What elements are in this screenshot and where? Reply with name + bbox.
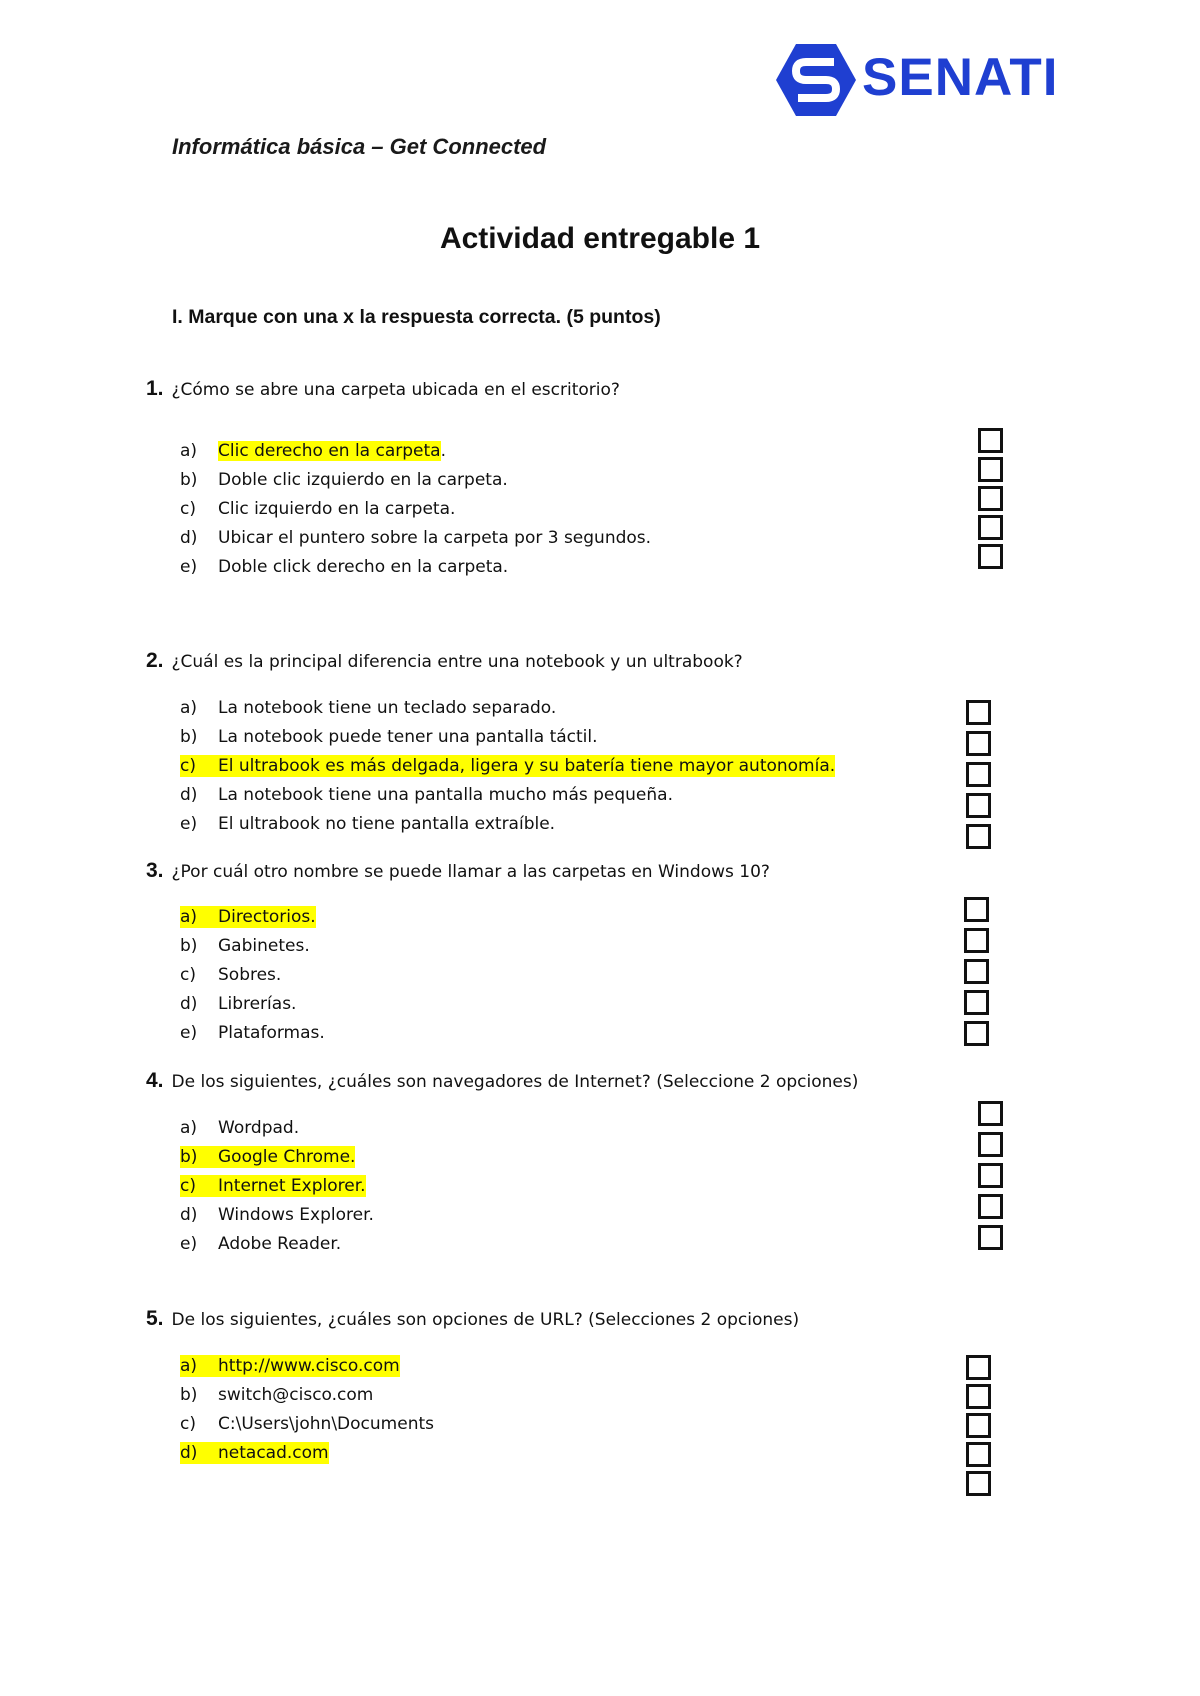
question-3-answer-boxes: [964, 897, 989, 1046]
option-label: e): [180, 557, 198, 577]
answer-checkbox[interactable]: [978, 1163, 1003, 1188]
option-c[interactable]: [180, 755, 835, 777]
question-number: 5.: [146, 1307, 164, 1330]
question-number: 3.: [146, 859, 164, 882]
answer-checkbox[interactable]: [978, 544, 1003, 569]
answer-checkbox[interactable]: [966, 1471, 991, 1496]
answer-checkbox[interactable]: [978, 428, 1003, 453]
question-number: 1.: [146, 377, 164, 400]
question-3: [146, 860, 770, 883]
option-text: Google Chrome.: [218, 1147, 356, 1167]
answer-checkbox[interactable]: [964, 928, 989, 953]
option-e[interactable]: [180, 1233, 374, 1255]
option-text: netacad.com: [218, 1443, 329, 1463]
option-e[interactable]: [180, 1022, 325, 1044]
option-c[interactable]: [180, 498, 651, 520]
option-label: e): [180, 814, 198, 834]
question-2-answer-boxes: [966, 700, 991, 849]
option-label: b): [180, 470, 198, 490]
question-5: [146, 1308, 799, 1331]
option-text: http://www.cisco.com: [218, 1356, 400, 1376]
answer-checkbox[interactable]: [966, 762, 991, 787]
option-label: c): [180, 756, 196, 776]
option-text: La notebook tiene un teclado separado.: [218, 698, 557, 718]
option-b[interactable]: [180, 726, 835, 748]
option-text: Gabinetes.: [218, 936, 310, 956]
question-text: De los siguientes, ¿cuáles son navegadores de Internet? (Seleccione 2 opciones): [171, 1072, 859, 1092]
option-label: e): [180, 1023, 198, 1043]
answer-checkbox[interactable]: [964, 1021, 989, 1046]
option-label: d): [180, 528, 198, 548]
option-e[interactable]: [180, 813, 835, 835]
answer-checkbox[interactable]: [966, 731, 991, 756]
option-b[interactable]: [180, 1384, 434, 1406]
answer-checkbox[interactable]: [964, 897, 989, 922]
answer-checkbox[interactable]: [978, 486, 1003, 511]
answer-checkbox[interactable]: [966, 1442, 991, 1467]
option-text: switch@cisco.com: [218, 1385, 374, 1405]
option-label: c): [180, 1176, 196, 1196]
option-label: a): [180, 1356, 198, 1376]
option-label: d): [180, 1443, 198, 1463]
option-d[interactable]: [180, 784, 835, 806]
option-text: Sobres.: [218, 965, 282, 985]
option-e[interactable]: [180, 556, 651, 578]
option-text: Windows Explorer.: [218, 1205, 374, 1225]
question-5-options: [180, 1355, 434, 1464]
answer-checkbox[interactable]: [966, 1413, 991, 1438]
option-text: C:\Users\john\Documents: [218, 1414, 434, 1434]
option-label: a): [180, 441, 198, 461]
option-text: Directorios.: [218, 907, 316, 927]
answer-checkbox[interactable]: [978, 1225, 1003, 1250]
answer-checkbox[interactable]: [978, 515, 1003, 540]
option-a[interactable]: [180, 906, 316, 928]
question-number: 2.: [146, 649, 164, 672]
option-label: a): [180, 1118, 198, 1138]
question-4-options: [180, 1117, 374, 1255]
question-text: ¿Cuál es la principal diferencia entre una notebook y un ultrabook?: [171, 652, 743, 672]
option-text: Clic derecho en la carpeta: [218, 441, 441, 461]
answer-checkbox[interactable]: [964, 990, 989, 1015]
option-text: El ultrabook no tiene pantalla extraíble.: [218, 814, 556, 834]
option-label: e): [180, 1234, 198, 1254]
option-c[interactable]: [180, 964, 325, 986]
question-2-options: [180, 697, 835, 835]
option-text: Librerías.: [218, 994, 297, 1014]
question-4-answer-boxes: [978, 1101, 1003, 1250]
question-number: 4.: [146, 1069, 164, 1092]
question-1-options: [180, 440, 651, 578]
question-1-answer-boxes: [978, 428, 1003, 569]
senati-logo: [776, 42, 1076, 118]
option-label: a): [180, 907, 198, 927]
answer-checkbox[interactable]: [978, 1132, 1003, 1157]
answer-checkbox[interactable]: [978, 1194, 1003, 1219]
option-b[interactable]: [180, 469, 651, 491]
option-text: La notebook tiene una pantalla mucho más pequeña.: [218, 785, 673, 805]
logo-text: SENATI: [862, 48, 1059, 107]
question-text: ¿Por cuál otro nombre se puede llamar a las carpetas en Windows 10?: [171, 862, 770, 882]
option-d[interactable]: [180, 527, 651, 549]
option-a[interactable]: [180, 697, 835, 719]
option-label: c): [180, 499, 196, 519]
answer-checkbox[interactable]: [978, 457, 1003, 482]
option-label: c): [180, 1414, 196, 1434]
option-label: b): [180, 1147, 198, 1167]
answer-checkbox[interactable]: [966, 793, 991, 818]
option-d[interactable]: [180, 1204, 374, 1226]
question-text: ¿Cómo se abre una carpeta ubicada en el escritorio?: [171, 380, 620, 400]
option-label: d): [180, 1205, 198, 1225]
section-heading: I. Marque con una x la respuesta correcta. (5 puntos): [172, 306, 661, 328]
option-text: Clic izquierdo en la carpeta.: [218, 499, 456, 519]
question-2: [146, 650, 743, 673]
option-suffix: .: [440, 441, 446, 461]
answer-checkbox[interactable]: [966, 1384, 991, 1409]
option-text: Ubicar el puntero sobre la carpeta por 3 segundos.: [218, 528, 652, 548]
option-text: Doble clic izquierdo en la carpeta.: [218, 470, 508, 490]
question-text: De los siguientes, ¿cuáles son opciones de URL? (Selecciones 2 opciones): [171, 1310, 800, 1330]
option-label: d): [180, 785, 198, 805]
answer-checkbox[interactable]: [966, 1355, 991, 1380]
option-a[interactable]: [180, 1117, 374, 1139]
answer-checkbox[interactable]: [978, 1101, 1003, 1126]
answer-checkbox[interactable]: [964, 959, 989, 984]
question-4: [146, 1070, 858, 1093]
option-a[interactable]: [180, 440, 651, 462]
option-d[interactable]: [180, 1442, 329, 1464]
course-subtitle: Informática básica – Get Connected: [172, 134, 547, 159]
option-text: Plataformas.: [218, 1023, 325, 1043]
option-b[interactable]: [180, 935, 325, 957]
option-text: Adobe Reader.: [218, 1234, 342, 1254]
senati-emblem-icon: [776, 42, 856, 118]
option-label: c): [180, 965, 196, 985]
option-b[interactable]: [180, 1146, 355, 1168]
answer-checkbox[interactable]: [966, 824, 991, 849]
option-d[interactable]: [180, 993, 325, 1015]
page-title: Actividad entregable 1: [439, 222, 761, 255]
option-label: b): [180, 936, 198, 956]
option-text: El ultrabook es más delgada, ligera y su batería tiene mayor autonomía.: [218, 756, 836, 776]
option-label: b): [180, 727, 198, 747]
option-text: Doble click derecho en la carpeta.: [218, 557, 509, 577]
option-text: Wordpad.: [218, 1118, 300, 1138]
question-5-answer-boxes: [966, 1355, 991, 1496]
option-label: d): [180, 994, 198, 1014]
option-label: b): [180, 1385, 198, 1405]
option-text: La notebook puede tener una pantalla táctil.: [218, 727, 598, 747]
option-text: Internet Explorer.: [218, 1176, 366, 1196]
option-c[interactable]: [180, 1175, 366, 1197]
question-1: [146, 378, 620, 401]
question-3-options: [180, 906, 325, 1044]
option-c[interactable]: [180, 1413, 434, 1435]
answer-checkbox[interactable]: [966, 700, 991, 725]
option-a[interactable]: [180, 1355, 400, 1377]
option-label: a): [180, 698, 198, 718]
